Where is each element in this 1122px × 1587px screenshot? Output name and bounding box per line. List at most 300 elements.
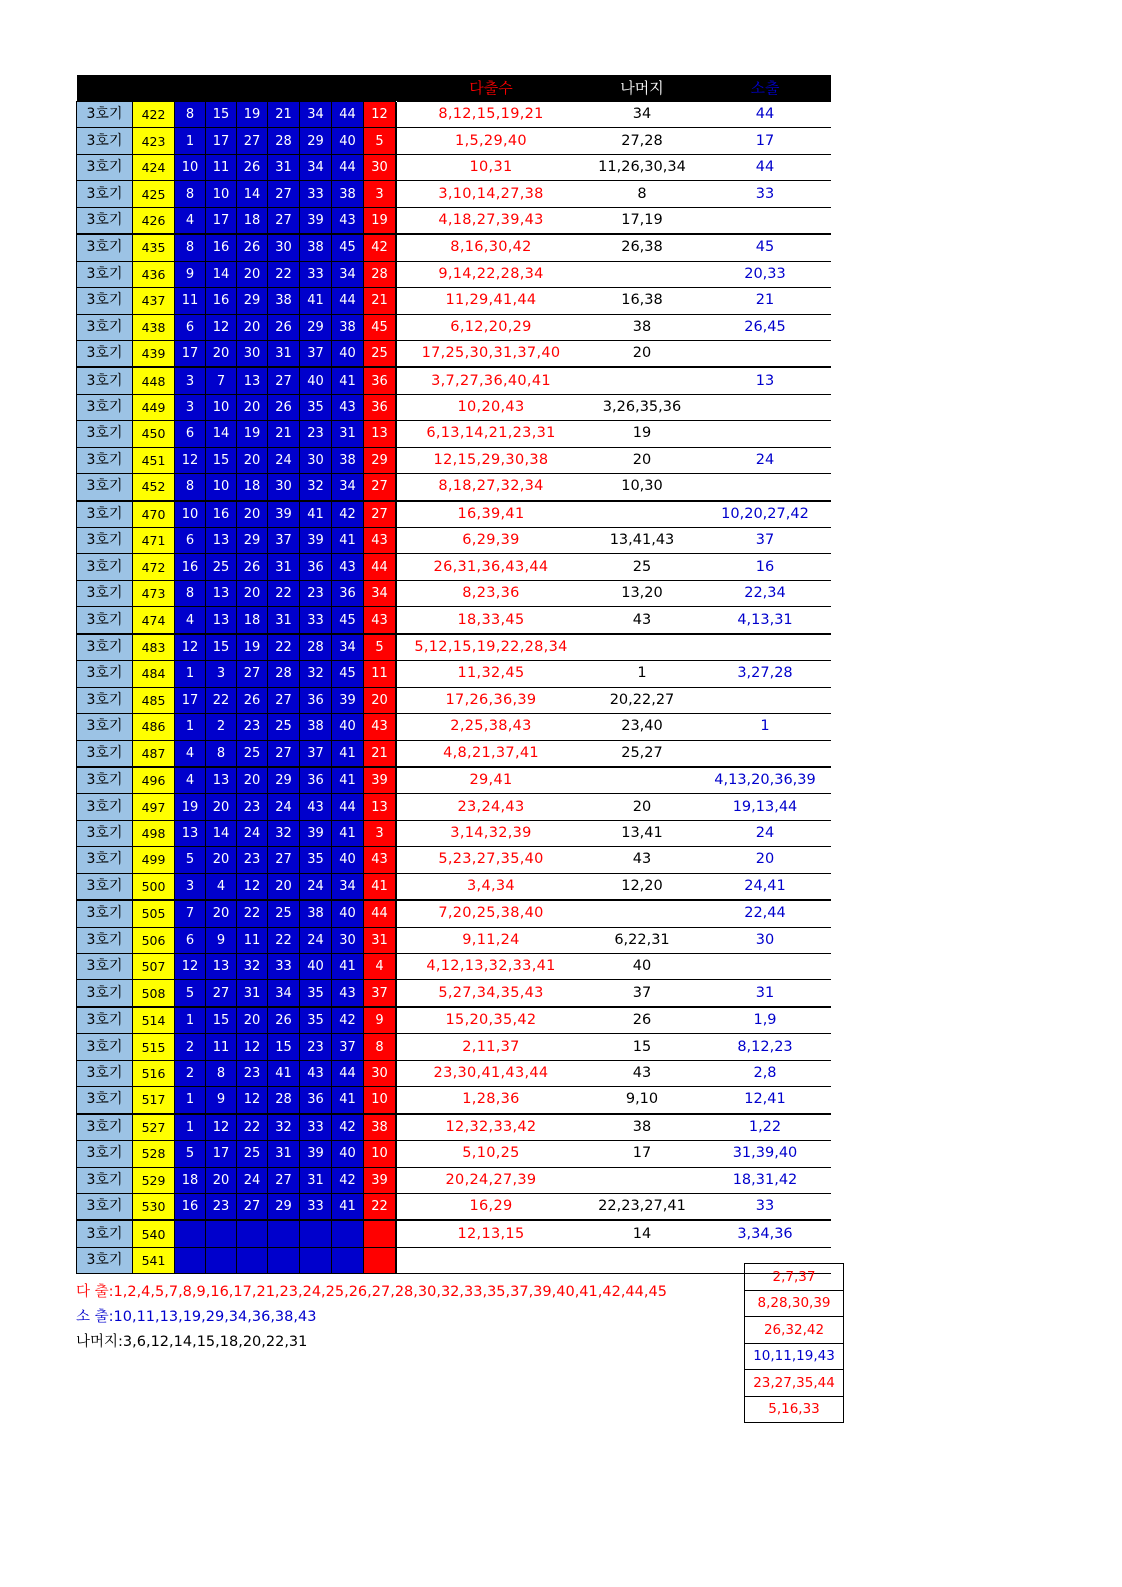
- round-number: 422: [133, 102, 175, 128]
- cold-numbers: 3,27,28: [699, 661, 831, 687]
- drawn-number: 13: [206, 954, 237, 980]
- drawn-number: 41: [332, 954, 364, 980]
- drawn-number: 44: [332, 288, 364, 314]
- drawn-number: 20: [268, 873, 300, 900]
- drawn-number: 45: [332, 234, 364, 261]
- bonus-number: 31: [364, 927, 396, 953]
- drawn-number: 17: [175, 340, 206, 367]
- rest-numbers: 37: [585, 980, 699, 1007]
- cold-numbers: 3,34,36: [699, 1220, 831, 1247]
- table-row: [77, 447, 832, 473]
- round-number: 438: [133, 314, 175, 340]
- round-number: 508: [133, 980, 175, 1007]
- drawn-number: 15: [206, 1007, 237, 1034]
- table-row: [77, 927, 832, 953]
- drawn-number: [268, 1247, 300, 1273]
- drawn-number: [175, 1220, 206, 1247]
- bonus-number: 43: [364, 714, 396, 740]
- drawn-number: 11: [237, 927, 268, 953]
- machine-label: 3호기: [77, 714, 133, 740]
- machine-label: 3호기: [77, 1141, 133, 1167]
- drawn-number: 24: [268, 447, 300, 473]
- drawn-number: 40: [332, 847, 364, 873]
- header-blank: [77, 75, 398, 102]
- drawn-number: 26: [237, 154, 268, 180]
- drawn-number: 1: [175, 714, 206, 740]
- drawn-number: 37: [268, 528, 300, 554]
- drawn-number: 22: [268, 261, 300, 287]
- hot-numbers: 8,23,36: [397, 580, 585, 606]
- drawn-number: 31: [268, 607, 300, 634]
- drawn-number: 43: [300, 1060, 332, 1086]
- round-number: 540: [133, 1220, 175, 1247]
- drawn-number: 29: [237, 528, 268, 554]
- drawn-number: 40: [332, 1141, 364, 1167]
- group-row: [745, 1343, 844, 1370]
- table-row: [77, 1247, 832, 1273]
- cold-numbers: 22,34: [699, 580, 831, 606]
- hot-numbers: 8,12,15,19,21: [397, 102, 585, 128]
- rest-numbers: 14: [585, 1220, 699, 1247]
- bonus-number: 38: [364, 1114, 396, 1141]
- hot-numbers: 5,12,15,19,22,28,34: [397, 634, 585, 661]
- cold-numbers: 45: [699, 234, 831, 261]
- rest-numbers: 10,30: [585, 474, 699, 501]
- round-number: 527: [133, 1114, 175, 1141]
- drawn-number: 38: [300, 714, 332, 740]
- cold-numbers: 21: [699, 288, 831, 314]
- bonus-number: 39: [364, 1167, 396, 1193]
- drawn-number: 31: [332, 421, 364, 447]
- drawn-number: 36: [300, 687, 332, 713]
- round-number: 496: [133, 767, 175, 794]
- table-row: [77, 367, 832, 394]
- drawn-number: 17: [175, 687, 206, 713]
- drawn-number: 31: [268, 340, 300, 367]
- bonus-number: 30: [364, 1060, 396, 1086]
- drawn-number: 40: [332, 900, 364, 927]
- drawn-number: 45: [332, 661, 364, 687]
- bonus-number: 5: [364, 128, 396, 154]
- table-row: [77, 714, 832, 740]
- round-number: 484: [133, 661, 175, 687]
- drawn-number: 41: [332, 740, 364, 767]
- cold-numbers: 24: [699, 820, 831, 846]
- drawn-number: 9: [175, 261, 206, 287]
- drawn-number: 34: [332, 261, 364, 287]
- machine-label: 3호기: [77, 1007, 133, 1034]
- drawn-number: 30: [300, 447, 332, 473]
- lottery-table: [76, 75, 831, 1274]
- drawn-number: 27: [237, 661, 268, 687]
- drawn-number: [300, 1220, 332, 1247]
- drawn-number: 38: [332, 314, 364, 340]
- machine-label: 3호기: [77, 740, 133, 767]
- rest-numbers: 17,19: [585, 207, 699, 234]
- rest-numbers: 23,40: [585, 714, 699, 740]
- bonus-number: 3: [364, 820, 396, 846]
- header-row: [77, 75, 832, 102]
- drawn-number: 17: [206, 128, 237, 154]
- machine-label: 3호기: [77, 1193, 133, 1220]
- drawn-number: 42: [332, 1114, 364, 1141]
- drawn-number: 37: [300, 340, 332, 367]
- drawn-number: 22: [206, 687, 237, 713]
- rest-numbers: 11,26,30,34: [585, 154, 699, 180]
- drawn-number: 34: [332, 474, 364, 501]
- drawn-number: 43: [332, 554, 364, 580]
- drawn-number: 6: [175, 927, 206, 953]
- rest-numbers: 25,27: [585, 740, 699, 767]
- drawn-number: 8: [206, 1060, 237, 1086]
- drawn-number: 23: [300, 1034, 332, 1060]
- cold-numbers: 1,9: [699, 1007, 831, 1034]
- hot-numbers: 11,29,41,44: [397, 288, 585, 314]
- drawn-number: 28: [300, 634, 332, 661]
- drawn-number: 21: [268, 102, 300, 128]
- drawn-number: 28: [268, 128, 300, 154]
- round-number: 499: [133, 847, 175, 873]
- drawn-number: 13: [206, 607, 237, 634]
- drawn-number: 1: [175, 661, 206, 687]
- drawn-number: 27: [268, 207, 300, 234]
- drawn-number: 12: [175, 447, 206, 473]
- drawn-number: 37: [332, 1034, 364, 1060]
- rest-numbers: 26,38: [585, 234, 699, 261]
- cold-numbers: 1,22: [699, 1114, 831, 1141]
- drawn-number: 22: [268, 634, 300, 661]
- hot-numbers: 20,24,27,39: [397, 1167, 585, 1193]
- drawn-number: 15: [206, 102, 237, 128]
- machine-label: 3호기: [77, 1060, 133, 1086]
- drawn-number: 18: [175, 1167, 206, 1193]
- drawn-number: 12: [237, 1087, 268, 1114]
- round-number: 486: [133, 714, 175, 740]
- drawn-number: 20: [206, 340, 237, 367]
- drawn-number: 13: [206, 767, 237, 794]
- rest-numbers: 1: [585, 661, 699, 687]
- table-row: [77, 661, 832, 687]
- drawn-number: 15: [206, 447, 237, 473]
- drawn-number: 12: [206, 314, 237, 340]
- drawn-number: 20: [237, 447, 268, 473]
- rest-numbers: 34: [585, 102, 699, 128]
- table-row: [77, 954, 832, 980]
- drawn-number: 29: [300, 128, 332, 154]
- bonus-number: 44: [364, 554, 396, 580]
- drawn-number: [206, 1247, 237, 1273]
- rest-numbers: [585, 900, 699, 927]
- bonus-number: [364, 1220, 396, 1247]
- bonus-number: 45: [364, 314, 396, 340]
- machine-label: 3호기: [77, 501, 133, 528]
- drawn-number: 27: [268, 740, 300, 767]
- drawn-number: 14: [206, 421, 237, 447]
- round-number: 426: [133, 207, 175, 234]
- drawn-number: 4: [175, 740, 206, 767]
- table-row: [77, 980, 832, 1007]
- rest-numbers: 20: [585, 794, 699, 820]
- drawn-number: 16: [206, 501, 237, 528]
- drawn-number: 25: [268, 714, 300, 740]
- round-number: 507: [133, 954, 175, 980]
- drawn-number: [268, 1220, 300, 1247]
- drawn-number: 20: [206, 847, 237, 873]
- drawn-number: 13: [237, 367, 268, 394]
- bonus-number: 5: [364, 634, 396, 661]
- round-number: 528: [133, 1141, 175, 1167]
- drawn-number: [300, 1247, 332, 1273]
- drawn-number: 7: [175, 900, 206, 927]
- drawn-number: 41: [268, 1060, 300, 1086]
- round-number: 423: [133, 128, 175, 154]
- machine-label: 3호기: [77, 927, 133, 953]
- cold-numbers: [699, 340, 831, 367]
- drawn-number: 44: [332, 154, 364, 180]
- rest-numbers: [585, 767, 699, 794]
- drawn-number: 8: [175, 580, 206, 606]
- rest-numbers: 27,28: [585, 128, 699, 154]
- round-number: 436: [133, 261, 175, 287]
- machine-label: 3호기: [77, 1114, 133, 1141]
- round-number: 530: [133, 1193, 175, 1220]
- cold-numbers: 19,13,44: [699, 794, 831, 820]
- drawn-number: 23: [237, 847, 268, 873]
- table-row: [77, 261, 832, 287]
- drawn-number: 41: [332, 367, 364, 394]
- round-number: 451: [133, 447, 175, 473]
- drawn-number: 29: [237, 288, 268, 314]
- machine-label: 3호기: [77, 154, 133, 180]
- machine-label: 3호기: [77, 1247, 133, 1273]
- hot-numbers: 10,31: [397, 154, 585, 180]
- drawn-number: 3: [175, 873, 206, 900]
- drawn-number: 20: [237, 314, 268, 340]
- round-number: 471: [133, 528, 175, 554]
- drawn-number: 41: [332, 1193, 364, 1220]
- cold-numbers: 26,45: [699, 314, 831, 340]
- machine-label: 3호기: [77, 634, 133, 661]
- cold-numbers: 4,13,20,36,39: [699, 767, 831, 794]
- machine-label: 3호기: [77, 767, 133, 794]
- drawn-number: [332, 1220, 364, 1247]
- cold-numbers: 8,12,23: [699, 1034, 831, 1060]
- drawn-number: 31: [268, 1141, 300, 1167]
- cold-numbers: 4,13,31: [699, 607, 831, 634]
- drawn-number: 11: [175, 288, 206, 314]
- drawn-number: 38: [332, 447, 364, 473]
- drawn-number: 33: [300, 607, 332, 634]
- cold-numbers: 44: [699, 154, 831, 180]
- drawn-number: 32: [237, 954, 268, 980]
- drawn-number: 17: [206, 207, 237, 234]
- drawn-number: 36: [332, 580, 364, 606]
- drawn-number: 20: [237, 1007, 268, 1034]
- drawn-number: 39: [300, 1141, 332, 1167]
- drawn-number: 20: [206, 794, 237, 820]
- hot-numbers: 9,11,24: [397, 927, 585, 953]
- drawn-number: 9: [206, 1087, 237, 1114]
- group-numbers: 8,28,30,39: [745, 1290, 844, 1317]
- drawn-number: 25: [237, 1141, 268, 1167]
- drawn-number: 39: [300, 820, 332, 846]
- bonus-number: 19: [364, 207, 396, 234]
- machine-label: 3호기: [77, 314, 133, 340]
- round-number: 514: [133, 1007, 175, 1034]
- hot-numbers: 9,14,22,28,34: [397, 261, 585, 287]
- group-numbers: 2,7,37: [745, 1264, 844, 1291]
- cold-numbers: 17: [699, 128, 831, 154]
- drawn-number: 23: [237, 794, 268, 820]
- drawn-number: 18: [237, 207, 268, 234]
- drawn-number: 44: [332, 1060, 364, 1086]
- round-number: 424: [133, 154, 175, 180]
- drawn-number: 11: [206, 154, 237, 180]
- bonus-number: 29: [364, 447, 396, 473]
- rest-numbers: 25: [585, 554, 699, 580]
- drawn-number: 33: [300, 261, 332, 287]
- drawn-number: 35: [300, 394, 332, 420]
- rest-numbers: 9,10: [585, 1087, 699, 1114]
- drawn-number: 27: [268, 1167, 300, 1193]
- table-row: [77, 580, 832, 606]
- drawn-number: 4: [175, 207, 206, 234]
- table-row: [77, 528, 832, 554]
- rest-numbers: 12,20: [585, 873, 699, 900]
- drawn-number: 44: [332, 102, 364, 128]
- drawn-number: 3: [175, 394, 206, 420]
- group-row: [745, 1290, 844, 1317]
- bonus-number: 39: [364, 767, 396, 794]
- machine-label: 3호기: [77, 474, 133, 501]
- drawn-number: 29: [268, 767, 300, 794]
- table-row: [77, 394, 832, 420]
- summary-hot: 다 출:1,2,4,5,7,8,9,16,17,21,23,24,25,26,27,28,30,32,33,35,37,39,40,41,42,44,45: [76, 1284, 667, 1300]
- machine-label: 3호기: [77, 554, 133, 580]
- machine-label: 3호기: [77, 900, 133, 927]
- bonus-number: 27: [364, 501, 396, 528]
- bonus-number: 3: [364, 181, 396, 207]
- header-rest: 나머지: [585, 75, 699, 102]
- bonus-number: 13: [364, 794, 396, 820]
- drawn-number: 3: [206, 661, 237, 687]
- hot-numbers: 17,26,36,39: [397, 687, 585, 713]
- table-row: [77, 421, 832, 447]
- summary-block: [76, 1280, 667, 1355]
- machine-label: 3호기: [77, 980, 133, 1007]
- group-row: [745, 1396, 844, 1423]
- drawn-number: 1: [175, 128, 206, 154]
- drawn-number: 20: [206, 1167, 237, 1193]
- rest-numbers: [585, 1247, 699, 1273]
- drawn-number: 36: [300, 554, 332, 580]
- round-number: 449: [133, 394, 175, 420]
- drawn-number: 26: [268, 394, 300, 420]
- drawn-number: 8: [175, 474, 206, 501]
- header-cold: 소출: [699, 75, 831, 102]
- drawn-number: 10: [175, 154, 206, 180]
- table-row: [77, 288, 832, 314]
- table-row: [77, 1007, 832, 1034]
- drawn-number: 1: [175, 1007, 206, 1034]
- bonus-number: 44: [364, 900, 396, 927]
- cold-numbers: 16: [699, 554, 831, 580]
- hot-numbers: 2,11,37: [397, 1034, 585, 1060]
- group-row: [745, 1264, 844, 1291]
- round-number: 506: [133, 927, 175, 953]
- bonus-number: 4: [364, 954, 396, 980]
- drawn-number: 38: [332, 181, 364, 207]
- drawn-number: 41: [300, 501, 332, 528]
- drawn-number: 27: [268, 847, 300, 873]
- machine-label: 3호기: [77, 794, 133, 820]
- rest-numbers: 19: [585, 421, 699, 447]
- group-box: [744, 1263, 844, 1423]
- hot-numbers: [397, 1247, 585, 1273]
- drawn-number: 31: [268, 554, 300, 580]
- table-row: [77, 102, 832, 128]
- round-number: 452: [133, 474, 175, 501]
- hot-numbers: 29,41: [397, 767, 585, 794]
- table-row: [77, 1114, 832, 1141]
- drawn-number: 4: [175, 767, 206, 794]
- drawn-number: 20: [237, 580, 268, 606]
- hot-numbers: 4,12,13,32,33,41: [397, 954, 585, 980]
- round-number: 505: [133, 900, 175, 927]
- machine-label: 3호기: [77, 1167, 133, 1193]
- drawn-number: 43: [300, 794, 332, 820]
- rest-numbers: 43: [585, 607, 699, 634]
- drawn-number: 38: [300, 234, 332, 261]
- cold-numbers: 33: [699, 181, 831, 207]
- rest-numbers: [585, 1167, 699, 1193]
- hot-numbers: 7,20,25,38,40: [397, 900, 585, 927]
- drawn-number: 30: [237, 340, 268, 367]
- drawn-number: 1: [175, 1114, 206, 1141]
- table-row: [77, 1193, 832, 1220]
- bonus-number: 43: [364, 847, 396, 873]
- drawn-number: 35: [300, 1007, 332, 1034]
- rest-numbers: 8: [585, 181, 699, 207]
- drawn-number: 40: [332, 340, 364, 367]
- drawn-number: 6: [175, 421, 206, 447]
- machine-label: 3호기: [77, 1087, 133, 1114]
- machine-label: 3호기: [77, 873, 133, 900]
- round-number: 517: [133, 1087, 175, 1114]
- table-row: [77, 687, 832, 713]
- table-body: [77, 102, 832, 1274]
- round-number: 529: [133, 1167, 175, 1193]
- drawn-number: 43: [332, 207, 364, 234]
- hot-numbers: 8,16,30,42: [397, 234, 585, 261]
- drawn-number: 36: [300, 1087, 332, 1114]
- hot-numbers: 26,31,36,43,44: [397, 554, 585, 580]
- hot-numbers: 8,18,27,32,34: [397, 474, 585, 501]
- bonus-number: 21: [364, 740, 396, 767]
- drawn-number: 27: [268, 367, 300, 394]
- hot-numbers: 4,18,27,39,43: [397, 207, 585, 234]
- drawn-number: 42: [332, 1167, 364, 1193]
- machine-label: 3호기: [77, 687, 133, 713]
- drawn-number: 22: [237, 900, 268, 927]
- drawn-number: 36: [300, 767, 332, 794]
- drawn-number: 23: [206, 1193, 237, 1220]
- machine-label: 3호기: [77, 128, 133, 154]
- drawn-number: 30: [332, 927, 364, 953]
- drawn-number: 24: [237, 820, 268, 846]
- hot-numbers: 16,29: [397, 1193, 585, 1220]
- drawn-number: 41: [300, 288, 332, 314]
